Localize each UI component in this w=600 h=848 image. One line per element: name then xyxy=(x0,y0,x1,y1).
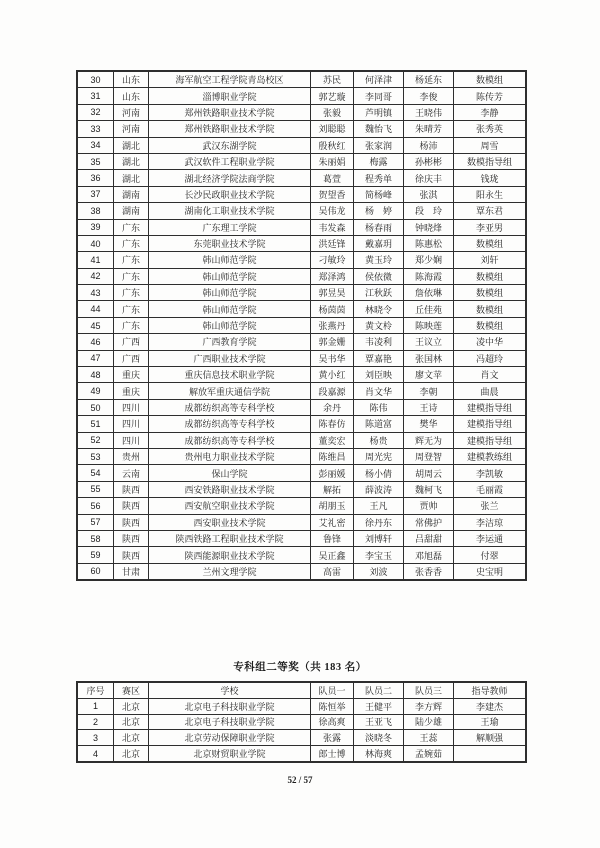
table-cell: 杨沛 xyxy=(404,137,454,153)
table-cell: 西安航空职业技术学院 xyxy=(149,498,311,514)
table-row xyxy=(78,514,526,530)
table-row xyxy=(78,219,526,235)
table-cell: 4 xyxy=(78,746,114,762)
table-cell: 36 xyxy=(78,170,114,186)
table-row xyxy=(78,121,526,137)
table-cell: 陈映莲 xyxy=(404,317,454,333)
table-cell: 张露 xyxy=(311,730,354,746)
table-cell: 数模组 xyxy=(454,317,526,333)
table-cell: 广西 xyxy=(114,334,149,350)
table-cell: 殷秋红 xyxy=(311,137,354,153)
table-cell: 郎士博 xyxy=(311,746,354,762)
table-cell: 建模教练组 xyxy=(454,448,526,464)
table-cell: 曲晨 xyxy=(454,383,526,399)
table-cell: 贺望香 xyxy=(311,186,354,202)
second-prize-table xyxy=(77,682,526,762)
table-cell: 刘臣映 xyxy=(354,367,404,383)
award-table-body xyxy=(78,72,526,580)
page-number: 52 / 57 xyxy=(287,775,313,785)
table-row xyxy=(78,465,526,481)
table-cell: 张淇 xyxy=(404,186,454,202)
table-cell: 刘聪聪 xyxy=(311,121,354,137)
second-prize-table-body xyxy=(78,698,526,761)
table-cell: 阳永生 xyxy=(454,186,526,202)
table-cell: 3 xyxy=(78,730,114,746)
table-cell: 广东 xyxy=(114,317,149,333)
table-cell: 侯依微 xyxy=(354,268,404,284)
table-cell: 四川 xyxy=(114,416,149,432)
table-cell: 刘轩 xyxy=(454,252,526,268)
table-cell: 广东 xyxy=(114,285,149,301)
table-cell: 重庆 xyxy=(114,367,149,383)
table-row xyxy=(78,137,526,153)
table-cell: 黄小红 xyxy=(311,367,354,383)
table-cell: 35 xyxy=(78,153,114,169)
table-cell: 45 xyxy=(78,317,114,333)
table-cell: 孙彬彬 xyxy=(404,153,454,169)
table-cell: 韦发森 xyxy=(311,219,354,235)
table-cell: 魏柯飞 xyxy=(404,481,454,497)
table-row xyxy=(78,104,526,120)
table-cell: 山东 xyxy=(114,72,149,88)
table-cell: 湖南 xyxy=(114,186,149,202)
table-cell: 韩山师范学院 xyxy=(149,252,311,268)
column-header-school: 学校 xyxy=(149,683,311,699)
table-row xyxy=(78,203,526,219)
table-cell: 李建杰 xyxy=(454,698,526,714)
table-cell: 吴书华 xyxy=(311,350,354,366)
table-cell: 朱晴芳 xyxy=(404,121,454,137)
table-cell: 陈海霞 xyxy=(404,268,454,284)
column-header-member3: 队员三 xyxy=(404,683,454,699)
table-cell: 陈道富 xyxy=(354,416,404,432)
table-row xyxy=(78,334,526,350)
table-cell: 刁敏玲 xyxy=(311,252,354,268)
table-cell: 王瑜 xyxy=(454,714,526,730)
table-cell: 广西职业技术学院 xyxy=(149,350,311,366)
table-cell: 北京 xyxy=(114,698,149,714)
table-cell: 解放军重庆通信学院 xyxy=(149,383,311,399)
table-cell: 杨 婷 xyxy=(354,203,404,219)
table-cell: 薛波涛 xyxy=(354,481,404,497)
table-cell: 段嘉源 xyxy=(311,383,354,399)
table-cell: 朱丽娟 xyxy=(311,153,354,169)
table-cell: 数模组 xyxy=(454,301,526,317)
table-row xyxy=(78,301,526,317)
table-cell: 韩山师范学院 xyxy=(149,301,311,317)
table-cell: 建模指导组 xyxy=(454,416,526,432)
table-cell: 北京 xyxy=(114,730,149,746)
table-cell: 四川 xyxy=(114,399,149,415)
table-cell: 江秋跃 xyxy=(354,285,404,301)
table-cell: 郑泽鸿 xyxy=(311,268,354,284)
table-cell: 北京 xyxy=(114,714,149,730)
table-cell: 吴正鑫 xyxy=(311,547,354,563)
table-cell: 陕西铁路工程职业技术学院 xyxy=(149,530,311,546)
table-cell: 王健平 xyxy=(354,698,404,714)
table-cell: 韩山师范学院 xyxy=(149,268,311,284)
table-cell: 重庆信息技术职业学院 xyxy=(149,367,311,383)
table-cell: 杨小倩 xyxy=(354,465,404,481)
table-cell: 海军航空工程学院青岛校区 xyxy=(149,72,311,88)
table-cell: 山东 xyxy=(114,88,149,104)
table-cell: 杨春雨 xyxy=(354,219,404,235)
table-row xyxy=(78,432,526,448)
table-cell: 常佛护 xyxy=(404,514,454,530)
column-header-region: 赛区 xyxy=(114,683,149,699)
table-cell: 39 xyxy=(78,219,114,235)
table-cell: 44 xyxy=(78,301,114,317)
table-cell: 郭艺璇 xyxy=(311,88,354,104)
table-cell: 西安铁路职业技术学院 xyxy=(149,481,311,497)
table-cell: 陈传芳 xyxy=(454,88,526,104)
table-cell: 云南 xyxy=(114,465,149,481)
table-cell: 广东 xyxy=(114,301,149,317)
table-cell: 成都纺织高等专科学校 xyxy=(149,399,311,415)
table-cell: 38 xyxy=(78,203,114,219)
table-cell: 49 xyxy=(78,383,114,399)
table-cell: 李方辉 xyxy=(404,698,454,714)
table-cell: 樊华 xyxy=(404,416,454,432)
column-header-advisor: 指导教师 xyxy=(454,683,526,699)
table-row xyxy=(78,235,526,251)
table-cell: 程秀单 xyxy=(354,170,404,186)
table-cell: 王诗 xyxy=(404,399,454,415)
table-row xyxy=(78,498,526,514)
table-cell: 北京电子科技职业学院 xyxy=(149,698,311,714)
table-cell: 胡朋玉 xyxy=(311,498,354,514)
table-cell: 58 xyxy=(78,530,114,546)
table-cell: 廖文苹 xyxy=(404,367,454,383)
table-row xyxy=(78,170,526,186)
table-cell: 北京 xyxy=(114,746,149,762)
table-cell: 冯超玲 xyxy=(454,350,526,366)
table-cell: 韩山师范学院 xyxy=(149,317,311,333)
table-row xyxy=(78,448,526,464)
table-cell: 陕西 xyxy=(114,530,149,546)
table-cell: 陈伟 xyxy=(354,399,404,415)
table-cell: 李俊 xyxy=(404,88,454,104)
table-cell: 李凯敏 xyxy=(454,465,526,481)
table-row xyxy=(78,317,526,333)
table-cell: 孟婉茹 xyxy=(404,746,454,762)
table-cell: 广东 xyxy=(114,268,149,284)
table-cell: 东莞职业技术学院 xyxy=(149,235,311,251)
table-cell: 四川 xyxy=(114,432,149,448)
table-cell: 高雷 xyxy=(311,563,354,579)
section-title: 专科组二等奖（共 183 名） xyxy=(233,662,367,673)
table-cell: 陈惠松 xyxy=(404,235,454,251)
table-row xyxy=(78,416,526,432)
table-cell: 郭金姗 xyxy=(311,334,354,350)
table-cell: 钱珑 xyxy=(454,170,526,186)
table-cell: 李亚男 xyxy=(454,219,526,235)
table-cell: 陕西 xyxy=(114,514,149,530)
table-cell: 50 xyxy=(78,399,114,415)
table-cell: 陈春仿 xyxy=(311,416,354,432)
table-cell: 湖北 xyxy=(114,137,149,153)
table-cell: 贾帅 xyxy=(404,498,454,514)
table-row xyxy=(78,186,526,202)
table-cell: 北京财贸职业学院 xyxy=(149,746,311,762)
table-row xyxy=(78,285,526,301)
table-row xyxy=(78,481,526,497)
table-cell: 湖南 xyxy=(114,203,149,219)
table-cell: 张秀英 xyxy=(454,121,526,137)
table-cell: 湖北经济学院法商学院 xyxy=(149,170,311,186)
table-cell: 魏怡飞 xyxy=(354,121,404,137)
table-cell: 武汉东湖学院 xyxy=(149,137,311,153)
table-cell: 成都纺织高等专科学校 xyxy=(149,432,311,448)
table-row xyxy=(78,153,526,169)
table-row xyxy=(78,72,526,88)
table-cell: 吕甜甜 xyxy=(404,530,454,546)
table-cell: 鲁锋 xyxy=(311,530,354,546)
table-cell: 张毅 xyxy=(311,104,354,120)
table-cell: 王凡 xyxy=(354,498,404,514)
column-header-member1: 队员一 xyxy=(311,683,354,699)
table-cell: 陈维昌 xyxy=(311,448,354,464)
table-cell: 30 xyxy=(78,72,114,88)
table-cell: 西安职业技术学院 xyxy=(149,514,311,530)
table-cell: 徐丹东 xyxy=(354,514,404,530)
table-cell: 河南 xyxy=(114,121,149,137)
table-cell: 河南 xyxy=(114,104,149,120)
table-cell: 47 xyxy=(78,350,114,366)
table-cell: 张兰 xyxy=(454,498,526,514)
table-cell: 李宝玉 xyxy=(354,547,404,563)
table-cell: 陕西能源职业技术学院 xyxy=(149,547,311,563)
table-cell: 周光宪 xyxy=(354,448,404,464)
table-cell: 芦明镇 xyxy=(354,104,404,120)
table-cell: 王亚飞 xyxy=(354,714,404,730)
table-cell: 李洁琼 xyxy=(454,514,526,530)
table-cell: 长沙民政职业技术学院 xyxy=(149,186,311,202)
table-cell: 陕西 xyxy=(114,498,149,514)
table-cell: 戴嘉玥 xyxy=(354,235,404,251)
table-cell: 周雪 xyxy=(454,137,526,153)
table-cell xyxy=(454,746,526,762)
table-cell: 37 xyxy=(78,186,114,202)
table-row xyxy=(78,730,526,746)
table-cell: 46 xyxy=(78,334,114,350)
table-cell: 张国林 xyxy=(404,350,454,366)
table-cell: 李同哥 xyxy=(354,88,404,104)
table-cell: 31 xyxy=(78,88,114,104)
table-cell: 林海爽 xyxy=(354,746,404,762)
table-row xyxy=(78,698,526,714)
table-row xyxy=(78,268,526,284)
table-cell: 肖文华 xyxy=(354,383,404,399)
table-cell: 韩山师范学院 xyxy=(149,285,311,301)
table-row xyxy=(78,746,526,762)
award-table-continuation xyxy=(77,71,526,580)
table-cell: 广西教育学院 xyxy=(149,334,311,350)
table-cell: 57 xyxy=(78,514,114,530)
table-row xyxy=(78,383,526,399)
table-cell: 刘博轩 xyxy=(354,530,404,546)
table-cell: 梅露 xyxy=(354,153,404,169)
table-cell: 王晓伟 xyxy=(404,104,454,120)
table-cell: 杨贵 xyxy=(354,432,404,448)
table-cell: 41 xyxy=(78,252,114,268)
table-cell: 覃嘉艳 xyxy=(354,350,404,366)
table-cell: 郑州铁路职业技术学院 xyxy=(149,104,311,120)
table-cell: 54 xyxy=(78,465,114,481)
table-cell: 杨茵茵 xyxy=(311,301,354,317)
table-cell: 贵州 xyxy=(114,448,149,464)
table-cell: 北京劳动保障职业学院 xyxy=(149,730,311,746)
table-cell: 广东理工学院 xyxy=(149,219,311,235)
table-cell: 邓旭磊 xyxy=(404,547,454,563)
table-row xyxy=(78,714,526,730)
table-row xyxy=(78,530,526,546)
table-cell: 解顺强 xyxy=(454,730,526,746)
table-cell: 兰州文理学院 xyxy=(149,563,311,579)
table-cell: 黄玉玲 xyxy=(354,252,404,268)
table-cell: 湖北 xyxy=(114,153,149,169)
table-cell: 淡晓冬 xyxy=(354,730,404,746)
table-cell: 黄文柃 xyxy=(354,317,404,333)
table-cell: 51 xyxy=(78,416,114,432)
table-cell: 钟晓烽 xyxy=(404,219,454,235)
table-cell: 43 xyxy=(78,285,114,301)
table-cell: 59 xyxy=(78,547,114,563)
table-cell: 简杨峰 xyxy=(354,186,404,202)
table-cell: 重庆 xyxy=(114,383,149,399)
table-cell: 53 xyxy=(78,448,114,464)
column-header-serial: 序号 xyxy=(78,683,114,699)
table-cell: 覃东君 xyxy=(454,203,526,219)
table-cell: 毛丽霞 xyxy=(454,481,526,497)
table-row xyxy=(78,399,526,415)
table-cell: 张燕丹 xyxy=(311,317,354,333)
table-cell: 徐高爽 xyxy=(311,714,354,730)
table-cell: 胡周云 xyxy=(404,465,454,481)
table-cell: 王蕊 xyxy=(404,730,454,746)
table-cell: 李运通 xyxy=(454,530,526,546)
table-cell: 数模组 xyxy=(454,268,526,284)
table-cell: 陕西 xyxy=(114,481,149,497)
table-cell: 史宝明 xyxy=(454,563,526,579)
table-cell: 李静 xyxy=(454,104,526,120)
table-cell: 艾礼密 xyxy=(311,514,354,530)
table-cell: 48 xyxy=(78,367,114,383)
table-cell: 数模组 xyxy=(454,285,526,301)
table-cell: 林晓令 xyxy=(354,301,404,317)
table-cell: 建模指导组 xyxy=(454,432,526,448)
table-cell: 董奕宏 xyxy=(311,432,354,448)
table-cell: 42 xyxy=(78,268,114,284)
table-cell: 33 xyxy=(78,121,114,137)
table-cell: 付翠 xyxy=(454,547,526,563)
table-cell: 55 xyxy=(78,481,114,497)
table-cell: 淄博职业学院 xyxy=(149,88,311,104)
table-cell: 周登智 xyxy=(404,448,454,464)
table-cell: 52 xyxy=(78,432,114,448)
table-cell: 徐庆丰 xyxy=(404,170,454,186)
table-cell: 数模组 xyxy=(454,72,526,88)
table-row xyxy=(78,252,526,268)
table-cell: 60 xyxy=(78,563,114,579)
table-cell: 广东 xyxy=(114,235,149,251)
table-cell: 丘佳苑 xyxy=(404,301,454,317)
table-cell: 32 xyxy=(78,104,114,120)
table-cell: 武汉软件工程职业学院 xyxy=(149,153,311,169)
table-cell: 段 玲 xyxy=(404,203,454,219)
table-cell: 肖文 xyxy=(454,367,526,383)
table-cell: 广东 xyxy=(114,219,149,235)
table-cell: 广东 xyxy=(114,252,149,268)
table-cell: 湖北 xyxy=(114,170,149,186)
table-row xyxy=(78,367,526,383)
table-cell: 34 xyxy=(78,137,114,153)
table-cell: 陆少雄 xyxy=(404,714,454,730)
table-cell: 韦凌利 xyxy=(354,334,404,350)
table-cell: 56 xyxy=(78,498,114,514)
table-cell: 湖南化工职业技术学院 xyxy=(149,203,311,219)
table-cell: 王议立 xyxy=(404,334,454,350)
table-cell: 郑少娴 xyxy=(404,252,454,268)
table-row xyxy=(78,350,526,366)
table-cell: 何泽津 xyxy=(354,72,404,88)
table-cell: 吴伟龙 xyxy=(311,203,354,219)
table-cell: 苏民 xyxy=(311,72,354,88)
table-header-row xyxy=(78,683,526,699)
table-cell: 郑州铁路职业技术学院 xyxy=(149,121,311,137)
table-cell: 陕西 xyxy=(114,547,149,563)
table-cell: 詹依琳 xyxy=(404,285,454,301)
table-cell: 贵州电力职业技术学院 xyxy=(149,448,311,464)
column-header-member2: 队员二 xyxy=(354,683,404,699)
table-cell: 李朝 xyxy=(404,383,454,399)
table-cell: 北京电子科技职业学院 xyxy=(149,714,311,730)
table-cell: 1 xyxy=(78,698,114,714)
table-cell: 郭昱昊 xyxy=(311,285,354,301)
table-row xyxy=(78,88,526,104)
table-row xyxy=(78,563,526,579)
table-cell: 建模指导组 xyxy=(454,399,526,415)
table-cell: 陈恒举 xyxy=(311,698,354,714)
table-cell: 余丹 xyxy=(311,399,354,415)
table-cell: 保山学院 xyxy=(149,465,311,481)
table-cell: 杨延东 xyxy=(404,72,454,88)
table-cell: 张香香 xyxy=(404,563,454,579)
table-cell: 数模指导组 xyxy=(454,153,526,169)
table-cell: 2 xyxy=(78,714,114,730)
table-cell: 洪廷锋 xyxy=(311,235,354,251)
table-cell: 葛萱 xyxy=(311,170,354,186)
table-row xyxy=(78,547,526,563)
table-cell: 辉无为 xyxy=(404,432,454,448)
table-cell: 广西 xyxy=(114,350,149,366)
table-cell: 甘肃 xyxy=(114,563,149,579)
table-cell: 数模组 xyxy=(454,235,526,251)
table-cell: 40 xyxy=(78,235,114,251)
table-cell: 彭丽媛 xyxy=(311,465,354,481)
table-cell: 刘波 xyxy=(354,563,404,579)
table-cell: 成都纺织高等专科学校 xyxy=(149,416,311,432)
table-cell: 凌中华 xyxy=(454,334,526,350)
table-cell: 解拓 xyxy=(311,481,354,497)
table-cell: 张家润 xyxy=(354,137,404,153)
